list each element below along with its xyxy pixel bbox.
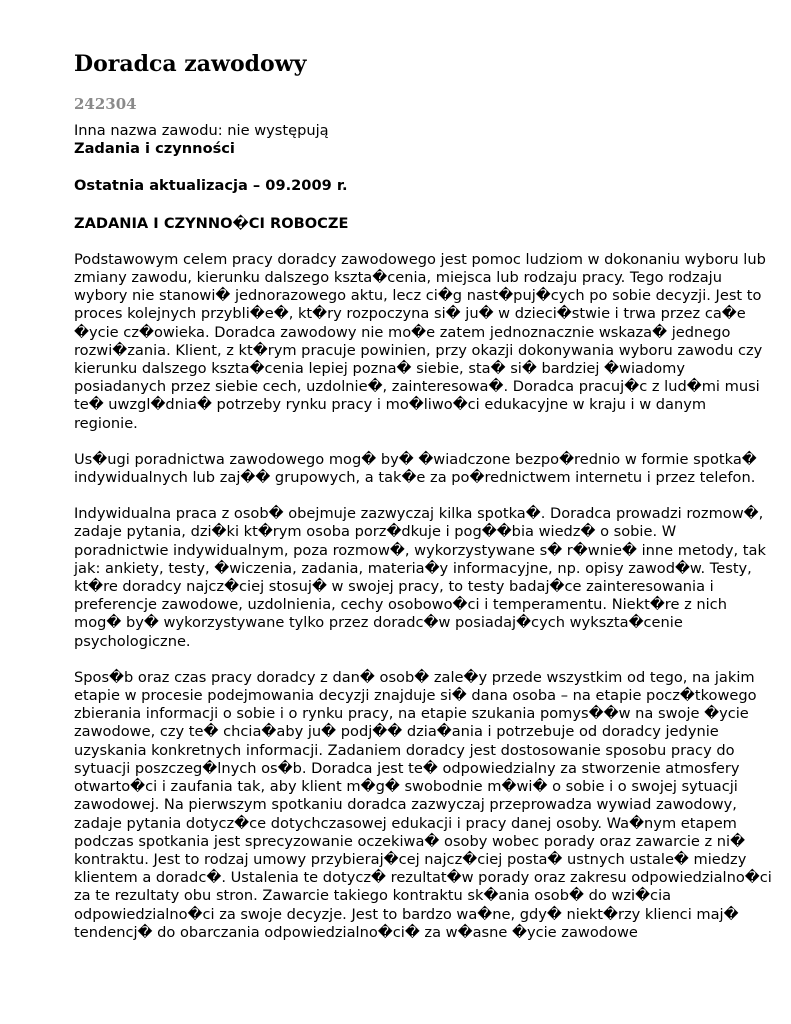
last-update-line: Ostatnia aktualizacja – 09.2009 r.	[74, 177, 348, 195]
paragraph: Spos�b oraz czas pracy doradcy z dan� osob� zale�y przede wszystkim od tego, na jakim etapie w procesie podejmowania decyzji znajduje si� dana osoba – na etapie pocz�tkowego zbierania informacji o sobie i o rynku pracy, na etapie szukania pomys��w na swoje �ycie zawodowe, czy te� chcia�aby ju� podj�� dzia�ania i potrzebuje od doradcy jedynie uzyskania konkretnych informacji. Zadaniem doradcy jest dostosowanie sposobu pracy do sytuacji poszczeg�lnych os�b. Doradca jest te� odpowiedzialny za stworzenie atmosfery otwarto�ci i zaufania tak, aby klient m�g� swobodnie m�wi� o sobie i o swojej sytuacji zawodowej. Na pierwszym spotkaniu doradca zazwyczaj przeprowadza wywiad zawodowy, zadaje pytania dotycz�ce dotychczasowej edukacji i pracy danej osoby. Wa�nym etapem podczas spotkania jest sprecyzowanie oczekiwa� osoby wobec porady oraz zawarcie z ni� kontraktu. Jest to rodzaj umowy przybieraj�cej najcz�ciej posta� ustnych ustale� miedzy klientem a doradc�. Ustalenia te dotycz� rezultat�w porady oraz zakresu odpowiedzialno�ci za te rezultaty obu stron. Zawarcie takiego kontraktu sk�ania osob� do wzi�cia odpowiedzialno�ci za swoje decyzje. Jest to bardzo wa�ne, gdy� niekt�rzy klienci maj� tendencj� do obarczania odpowiedzialno�ci� za w�asne �ycie zawodowe	[74, 668, 772, 941]
paragraph: Us�ugi poradnictwa zawodowego mog� by� �wiadczone bezpo�rednio w formie spotka� indywidualnych lub zaj�� grupowych, a tak�e za po�rednictwem internetu i przez telefon.	[74, 450, 757, 487]
alt-name-line: Inna nazwa zawodu: nie występują	[74, 122, 329, 139]
document-page	[74, 50, 774, 942]
paragraph: Indywidualna praca z osob� obejmuje zazwyczaj kilka spotka�. Doradca prowadzi rozmow�, zadaje pytania, dzi�ki kt�rym osoba porz�dkuje i pog��bia wiedz� o sobie. W poradnictwie indywidualnym, poza rozmow�, wykorzystywane s� r�wnie� inne metody, tak jak: ankiety, testy, �wiczenia, zadania, materia�y informacyjne, np. opisy zawod�w. Testy, kt�re doradcy najcz�ciej stosuj� w swojej pracy, to testy badaj�ce zainteresowania i preferencje zawodowe, uzdolnienia, cechy osobowo�ci i temperamentu. Niekt�re z nich mog� by� wykorzystywane tylko przez doradc�w posiadaj�cych wykszta�cenie psychologiczne.	[74, 505, 766, 650]
section-heading: ZADANIA I CZYNNO�CI ROBOCZE	[74, 214, 349, 232]
paragraph: Podstawowym celem pracy doradcy zawodowego jest pomoc ludziom w dokonaniu wyboru lub zmiany zawodu, kierunku dalszego kszta�cenia, miejsca lub rodzaju pracy. Tego rodzaju wybory nie stanowi� jednorazowego aktu, lecz ci�g nast�puj�cych po sobie decyzji. Jest to proces kolejnych przybli�e�, kt�ry rozpoczyna si� ju� w dzieci�stwie i trwa przez ca�e �ycie cz�owieka. Doradca zawodowy nie mo�e zatem jednoznacznie wskaza� jednego rozwi�zania. Klient, z kt�rym pracuje powinien, przy okazji dokonywania wyboru zawodu czy kierunku dalszego kszta�cenia lepiej pozna� siebie, sta� si� bardziej �wiadomy posiadanych przez siebie cech, uzdolnie�, zainteresowa�. Doradca pracuj�c z lud�mi musi te� uwzgl�dnia� potrzeby rynku pracy i mo�liwo�ci edukacyjne w kraju i w danym regionie.	[74, 250, 766, 432]
document-title: Doradca zawodowy	[74, 51, 307, 77]
tasks-heading: Zadania i czynności	[74, 140, 235, 158]
occupation-code: 242304	[74, 95, 137, 113]
